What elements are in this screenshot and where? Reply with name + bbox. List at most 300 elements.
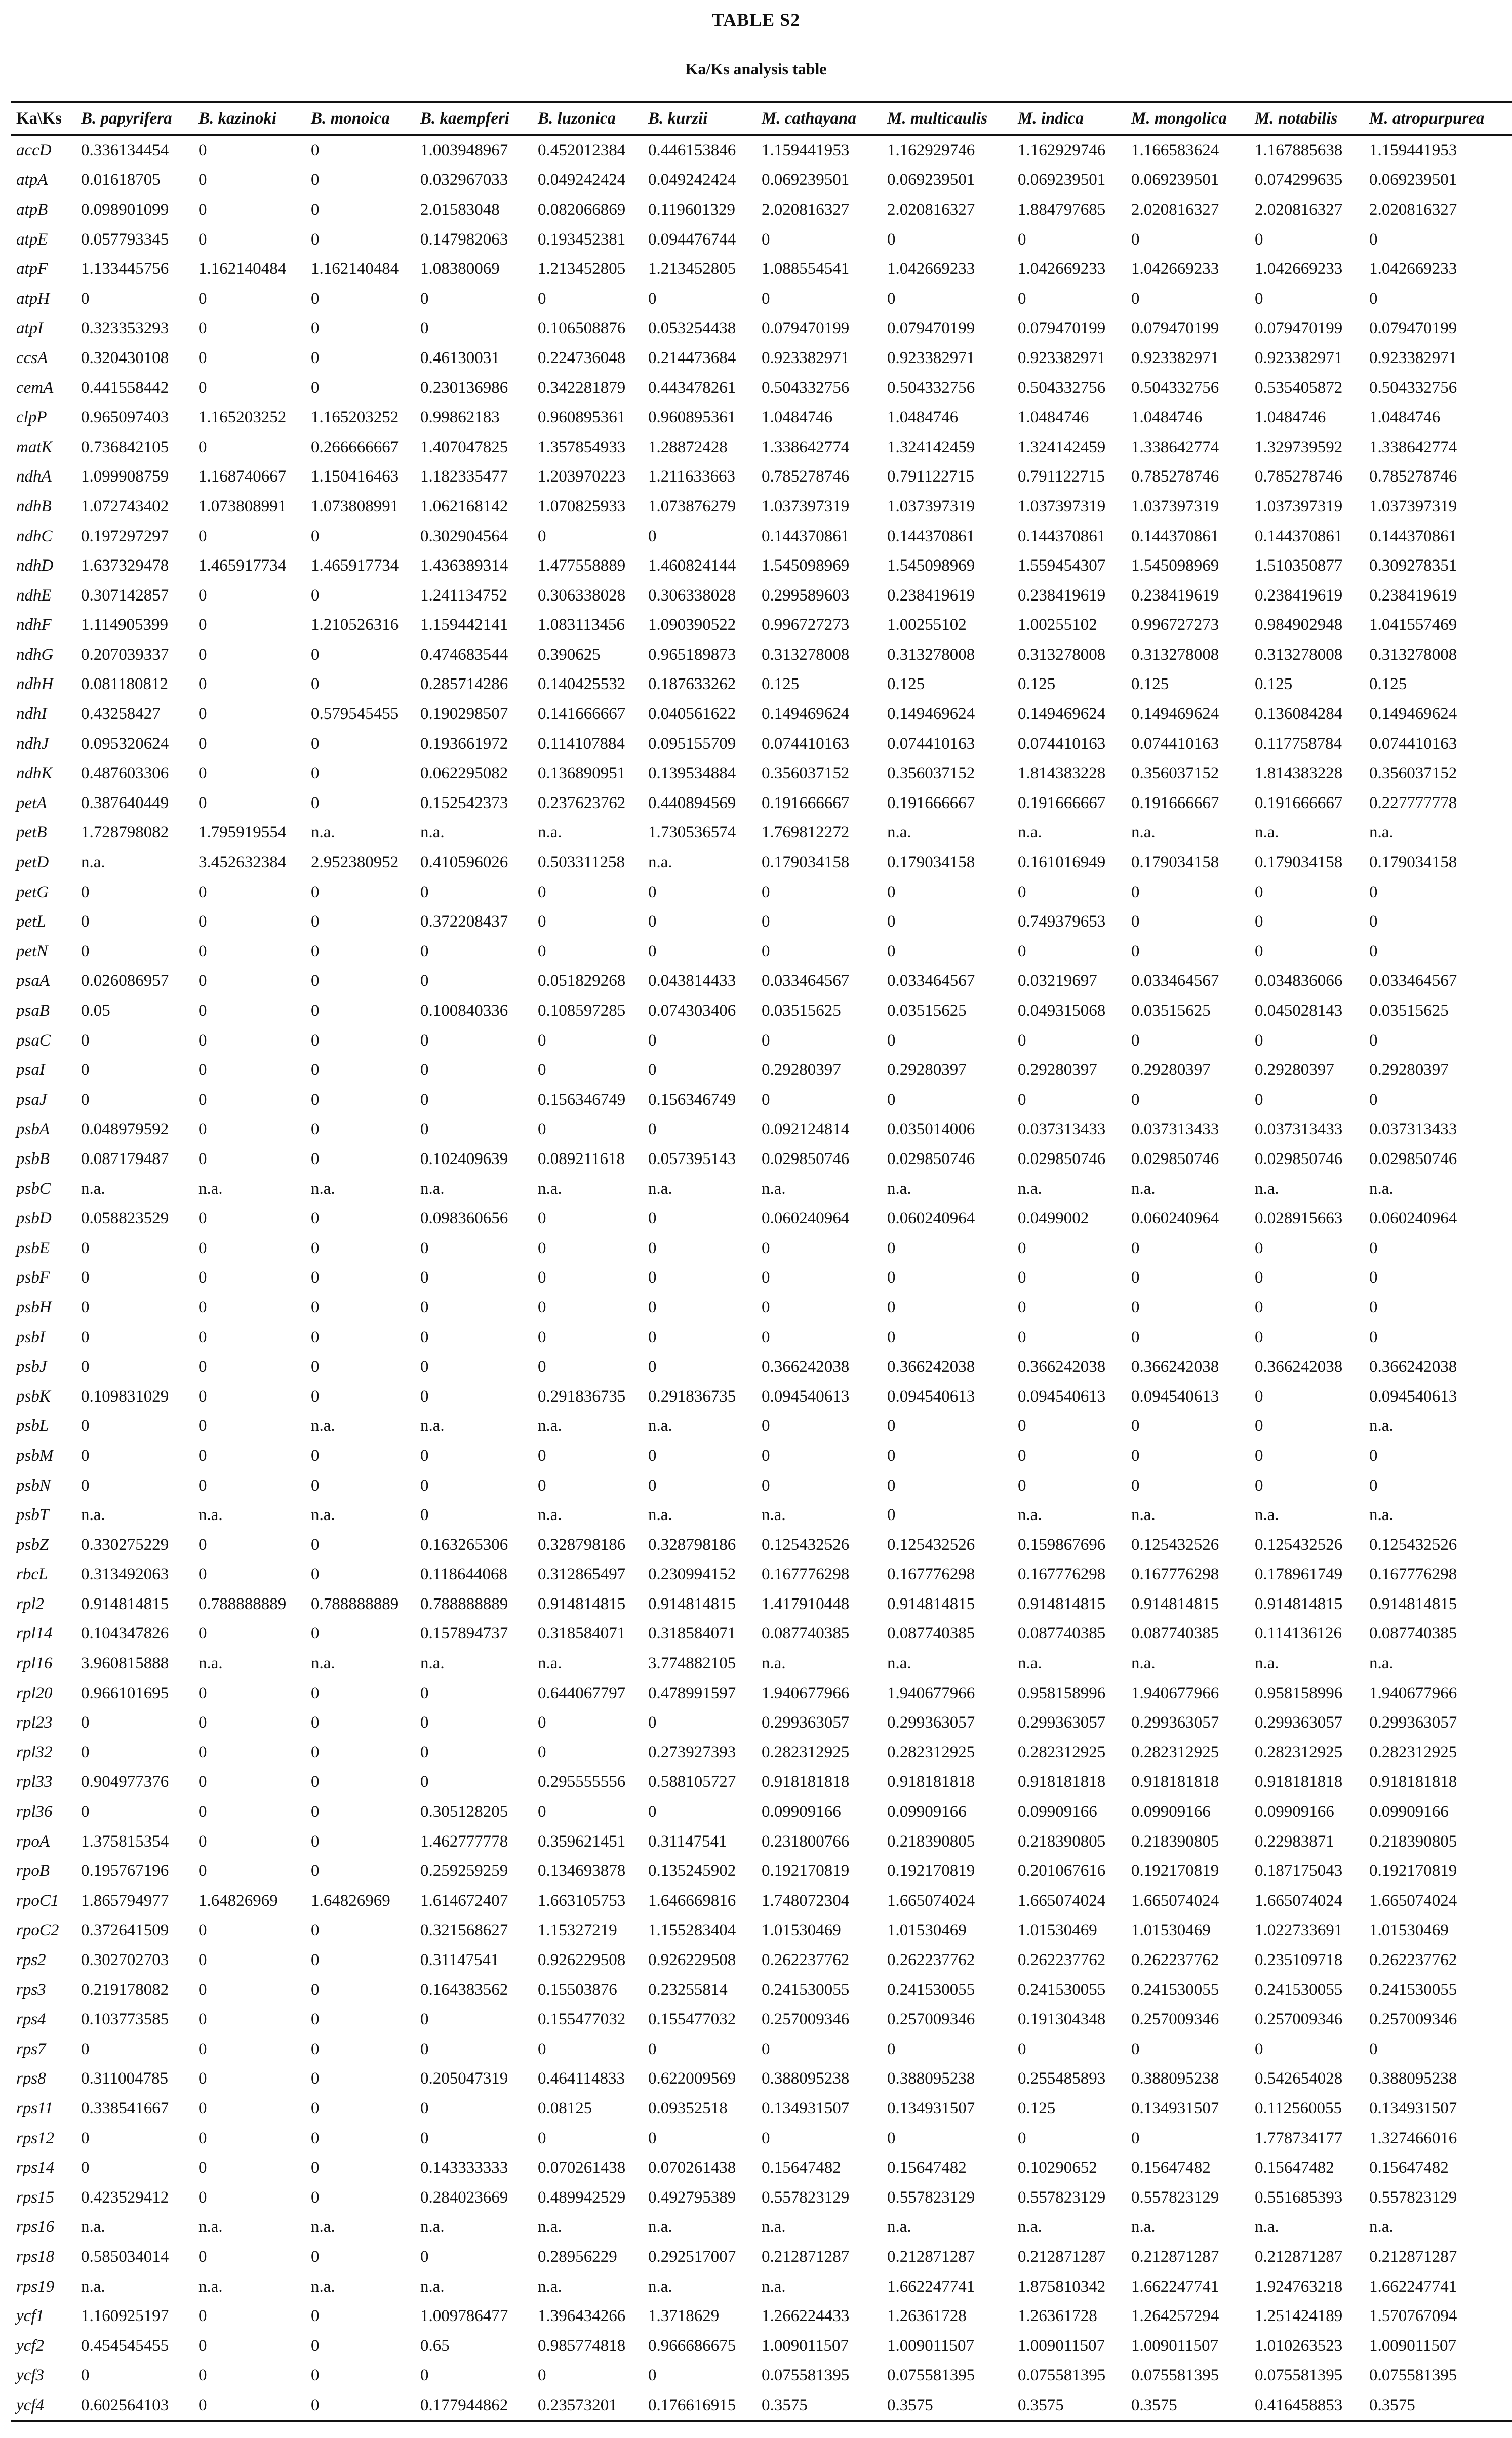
kaks-value-cell: 0.139534884 xyxy=(648,764,736,783)
kaks-value-cell: 0 xyxy=(311,1684,320,1702)
kaks-value-cell: 1.338642774 xyxy=(762,437,850,456)
kaks-value-cell: 0.388095238 xyxy=(762,2069,850,2088)
gene-name-cell: ndhD xyxy=(16,556,54,575)
kaks-value-cell: 0.205047319 xyxy=(420,2069,508,2088)
kaks-value-cell: 0 xyxy=(1369,2040,1378,2058)
kaks-value-cell: 0 xyxy=(420,1268,429,1287)
kaks-value-cell: 0 xyxy=(198,2188,207,2207)
kaks-value-cell: 0 xyxy=(420,2366,429,2385)
kaks-value-cell: 0.09909166 xyxy=(1131,1803,1211,1821)
kaks-value-cell: 0.09909166 xyxy=(1369,1803,1449,1821)
kaks-value-cell: 0 xyxy=(648,1328,657,1346)
kaks-value-cell: 0.152542373 xyxy=(420,793,508,812)
kaks-value-cell: 0.155477032 xyxy=(538,2010,626,2029)
kaks-value-cell: 0 xyxy=(311,1209,320,1228)
kaks-value-cell: 0.359621451 xyxy=(538,1832,626,1851)
kaks-value-cell: n.a. xyxy=(762,2218,786,2236)
kaks-value-cell: 1.009786477 xyxy=(420,2307,508,2326)
kaks-value-cell: 0 xyxy=(1369,1268,1378,1287)
kaks-value-cell: 0.372641509 xyxy=(81,1921,169,1940)
gene-name-cell: psbD xyxy=(16,1209,52,1228)
kaks-value-cell: 0.117758784 xyxy=(1255,734,1342,753)
kaks-value-cell: 1.042669233 xyxy=(1369,260,1457,278)
kaks-value-cell: 0 xyxy=(198,1476,207,1495)
gene-name-cell: psbE xyxy=(16,1238,50,1257)
kaks-value-cell: 0.10290652 xyxy=(1018,2159,1097,2177)
kaks-value-cell: 1.646669816 xyxy=(648,1891,736,1910)
kaks-value-cell: 1.162929746 xyxy=(887,141,975,159)
kaks-value-cell: 1.241134752 xyxy=(420,586,508,605)
kaks-value-cell: n.a. xyxy=(762,1179,786,1198)
table-row xyxy=(11,1412,1512,1442)
kaks-value-cell: n.a. xyxy=(420,2218,445,2236)
kaks-value-cell: 0 xyxy=(198,645,207,664)
gene-name-cell: psbN xyxy=(16,1476,51,1495)
kaks-value-cell: 0 xyxy=(198,378,207,397)
kaks-value-cell: 0.918181818 xyxy=(1131,1773,1219,1791)
kaks-value-cell: 0 xyxy=(81,2040,90,2058)
header-cell-species: M. atropurpurea xyxy=(1364,102,1512,135)
kaks-value-cell: 0.079470199 xyxy=(762,319,850,338)
kaks-value-cell: 0.224736048 xyxy=(538,348,626,367)
kaks-value-cell: 0 xyxy=(311,586,320,605)
kaks-value-cell: 0 xyxy=(1131,1268,1140,1287)
kaks-value-cell: 0 xyxy=(311,200,320,219)
kaks-value-cell: 0 xyxy=(198,1773,207,1791)
gene-name-cell: rpl2 xyxy=(16,1594,45,1613)
table-row xyxy=(11,2094,1512,2124)
kaks-value-cell: 1.662247741 xyxy=(1369,2277,1457,2296)
kaks-value-cell: 0.307142857 xyxy=(81,586,169,605)
kaks-value-cell: 0 xyxy=(311,1803,320,1821)
kaks-value-cell: 0 xyxy=(81,2366,90,2385)
kaks-value-cell: 0.058823529 xyxy=(81,1209,169,1228)
gene-name-cell: rps11 xyxy=(16,2099,53,2117)
kaks-value-cell: 0 xyxy=(311,2040,320,2058)
kaks-value-cell: 0.125432526 xyxy=(1255,1535,1343,1554)
kaks-value-cell: 0 xyxy=(420,2010,429,2029)
kaks-value-cell: 0.441558442 xyxy=(81,378,169,397)
kaks-value-cell: 0 xyxy=(420,1743,429,1762)
kaks-value-cell: 0.410596026 xyxy=(420,853,508,872)
kaks-value-cell: 0.032967033 xyxy=(420,171,508,189)
kaks-value-cell: 0.336134454 xyxy=(81,141,169,159)
table-row xyxy=(11,1856,1512,1886)
table-header xyxy=(11,102,1512,135)
kaks-value-cell: 0 xyxy=(762,1031,770,1050)
kaks-value-cell: 1.884797685 xyxy=(1018,200,1106,219)
table-row xyxy=(11,818,1512,848)
kaks-value-cell: 0.125 xyxy=(1018,675,1056,694)
kaks-value-cell: 0 xyxy=(198,2336,207,2355)
kaks-value-cell: 0.03515625 xyxy=(1369,1002,1449,1020)
kaks-value-cell: 1.133445756 xyxy=(81,260,169,278)
kaks-value-cell: 0 xyxy=(311,289,320,308)
kaks-value-cell: 0.218390805 xyxy=(1018,1832,1106,1851)
kaks-value-cell: 2.952380952 xyxy=(311,853,399,872)
kaks-value-cell: 0 xyxy=(1018,1446,1026,1465)
kaks-value-cell: 0.074410163 xyxy=(762,734,850,753)
table-row xyxy=(11,1471,1512,1501)
table-row xyxy=(11,2005,1512,2034)
gene-name-cell: ycf4 xyxy=(11,2390,76,2421)
kaks-value-cell: 0.075581395 xyxy=(887,2366,975,2385)
gene-name-cell: psbH xyxy=(16,1298,52,1316)
kaks-value-cell: 1.009011507 xyxy=(1018,2336,1105,2355)
kaks-value-cell: 1.665074024 xyxy=(1255,1891,1343,1910)
kaks-value-cell: 1.614672407 xyxy=(420,1891,508,1910)
kaks-value-cell: 0 xyxy=(311,1951,320,1970)
kaks-value-cell: 0 xyxy=(1131,2040,1140,2058)
kaks-value-cell: 0 xyxy=(1255,1268,1263,1287)
kaks-value-cell: 0 xyxy=(81,1298,90,1316)
kaks-value-cell: 0.087740385 xyxy=(1131,1624,1219,1643)
kaks-value-cell: 0.163265306 xyxy=(420,1535,508,1554)
kaks-value-cell: 0.585034014 xyxy=(81,2247,169,2266)
kaks-value-cell: 0.492795389 xyxy=(648,2188,736,2207)
table-row xyxy=(11,1026,1512,1056)
kaks-value-cell: 2.020816327 xyxy=(887,200,975,219)
table-row xyxy=(11,551,1512,581)
kaks-value-cell: 0.356037152 xyxy=(1131,764,1219,783)
kaks-value-cell: 0.241530055 xyxy=(1255,1980,1343,1999)
kaks-value-cell: 0.366242038 xyxy=(1369,1357,1457,1376)
kaks-value-cell: 0 xyxy=(198,793,207,812)
kaks-value-cell: 1.162929746 xyxy=(1018,141,1106,159)
kaks-value-cell: 0.390625 xyxy=(538,645,601,664)
kaks-value-cell: 1.088554541 xyxy=(762,260,850,278)
kaks-value-cell: n.a. xyxy=(1131,1506,1156,1525)
kaks-value-cell: 0 xyxy=(311,912,320,931)
kaks-value-cell: 1.00255102 xyxy=(887,616,967,634)
kaks-value-cell: 0.996727273 xyxy=(762,616,850,634)
kaks-value-cell: 0.070261438 xyxy=(648,2159,736,2177)
kaks-value-cell: 0.144370861 xyxy=(1131,527,1219,545)
kaks-value-cell: 0 xyxy=(1255,230,1263,249)
kaks-value-cell: 0.212871287 xyxy=(1255,2247,1343,2266)
kaks-value-cell: 1.940677966 xyxy=(1369,1684,1457,1702)
kaks-value-cell: 1.940677966 xyxy=(1131,1684,1219,1702)
table-row xyxy=(11,758,1512,788)
gene-name-cell: ndhI xyxy=(16,705,47,724)
kaks-value-cell: 0.192170819 xyxy=(1131,1862,1219,1881)
kaks-value-cell: 0.094476744 xyxy=(648,230,736,249)
header-cell-species: B. papyrifera xyxy=(76,102,193,135)
kaks-value-cell: 1.150416463 xyxy=(311,467,399,486)
kaks-value-cell: 0.069239501 xyxy=(1131,171,1219,189)
kaks-value-cell: 0 xyxy=(81,1357,90,1376)
kaks-value-cell: 0 xyxy=(198,942,207,961)
kaks-value-cell: 1.037397319 xyxy=(887,497,975,515)
kaks-value-cell: 0 xyxy=(1131,1090,1140,1109)
kaks-value-cell: 0.318584071 xyxy=(648,1624,736,1643)
kaks-value-cell: 0.285714286 xyxy=(420,675,508,694)
kaks-value-cell: 0.311004785 xyxy=(81,2069,169,2088)
kaks-value-cell: 0 xyxy=(538,527,546,545)
kaks-value-cell: 0 xyxy=(648,1238,657,1257)
gene-name-cell: atpI xyxy=(16,319,44,338)
kaks-value-cell: n.a. xyxy=(311,1654,335,1673)
kaks-value-cell: 0.918181818 xyxy=(1255,1773,1343,1791)
kaks-value-cell: 0.372208437 xyxy=(420,912,508,931)
kaks-value-cell: 1.01530469 xyxy=(887,1921,967,1940)
kaks-value-cell: 0 xyxy=(198,1120,207,1139)
kaks-value-cell: 0.478991597 xyxy=(648,1684,736,1702)
kaks-value-cell: 0 xyxy=(311,1565,320,1584)
gene-name-cell: petN xyxy=(16,942,48,961)
kaks-value-cell: 0.262237762 xyxy=(1018,1951,1106,1970)
kaks-value-cell: n.a. xyxy=(81,853,105,872)
table-row xyxy=(11,1174,1512,1204)
kaks-value-cell: 0.416458853 xyxy=(1250,2390,1364,2421)
kaks-value-cell: 0 xyxy=(311,1921,320,1940)
kaks-value-cell: 0.306338028 xyxy=(648,586,736,605)
kaks-value-cell: 0.791122715 xyxy=(887,467,975,486)
kaks-value-cell: 0 xyxy=(81,1743,90,1762)
kaks-value-cell: 0.034836066 xyxy=(1255,972,1343,990)
gene-name-cell: atpF xyxy=(16,260,48,278)
kaks-value-cell: 0 xyxy=(420,1506,429,1525)
gene-name-cell: psbA xyxy=(16,1120,50,1139)
kaks-value-cell: 0 xyxy=(420,1061,429,1080)
kaks-value-cell: n.a. xyxy=(1369,1506,1394,1525)
kaks-value-cell: 0.551685393 xyxy=(1255,2188,1343,2207)
kaks-value-cell: 0 xyxy=(538,883,546,901)
kaks-value-cell: n.a. xyxy=(538,1417,562,1435)
kaks-value-cell: 0.037313433 xyxy=(1131,1120,1219,1139)
kaks-value-cell: 1.64826969 xyxy=(311,1891,390,1910)
kaks-value-cell: 0 xyxy=(1131,1031,1140,1050)
table-row xyxy=(11,937,1512,967)
kaks-value-cell: n.a. xyxy=(81,2218,105,2236)
kaks-value-cell: 0 xyxy=(81,1328,90,1346)
gene-name-cell: ndhK xyxy=(16,764,53,783)
kaks-value-cell: 1.0484746 xyxy=(1131,408,1203,427)
kaks-value-cell: 2.020816327 xyxy=(762,200,850,219)
kaks-value-cell: n.a. xyxy=(887,823,911,842)
kaks-value-cell: 0 xyxy=(311,319,320,338)
kaks-value-cell: 1.01530469 xyxy=(762,1921,841,1940)
table-row xyxy=(11,699,1512,729)
kaks-value-cell: 1.042669233 xyxy=(1018,260,1106,278)
kaks-value-cell: 1.665074024 xyxy=(887,1891,975,1910)
kaks-value-cell: 1.155283404 xyxy=(648,1921,736,1940)
kaks-value-cell: 0.299363057 xyxy=(762,1713,850,1732)
kaks-value-cell: 0.157894737 xyxy=(420,1624,508,1643)
gene-name-cell: rpl36 xyxy=(16,1803,53,1821)
kaks-value-cell: 0.309278351 xyxy=(1369,556,1457,575)
kaks-value-cell: 0.241530055 xyxy=(1018,1980,1106,1999)
kaks-value-cell: 0 xyxy=(198,1713,207,1732)
kaks-value-cell: 0 xyxy=(1369,289,1378,308)
table-row xyxy=(11,1916,1512,1946)
kaks-value-cell: 0 xyxy=(198,972,207,990)
kaks-value-cell: 0.504332756 xyxy=(1018,378,1106,397)
gene-name-cell: ndhB xyxy=(16,497,52,515)
kaks-value-cell: 1.795919554 xyxy=(198,823,287,842)
kaks-value-cell: n.a. xyxy=(1131,1654,1156,1673)
kaks-value-cell: 0.218390805 xyxy=(1131,1832,1219,1851)
kaks-value-cell: 0.164383562 xyxy=(420,1980,508,1999)
kaks-value-cell: 0.095320624 xyxy=(81,734,169,753)
kaks-value-cell: 0 xyxy=(420,1387,429,1406)
kaks-value-cell: 0.313278008 xyxy=(1369,645,1457,664)
kaks-value-cell: 0.134693878 xyxy=(538,1862,626,1881)
kaks-value-cell: 0 xyxy=(762,1238,770,1257)
kaks-value-cell: 0.31147541 xyxy=(648,1832,727,1851)
kaks-value-cell: 0.147982063 xyxy=(420,230,508,249)
kaks-value-cell: 0.079470199 xyxy=(1255,319,1343,338)
kaks-value-cell: 0.231800766 xyxy=(762,1832,850,1851)
table-body xyxy=(11,135,1512,2421)
kaks-table xyxy=(11,101,1512,2422)
kaks-value-cell: 0 xyxy=(887,2129,896,2147)
kaks-value-cell: 0 xyxy=(1369,1476,1378,1495)
kaks-value-cell: 0.075581395 xyxy=(1255,2366,1343,2385)
kaks-value-cell: n.a. xyxy=(762,1506,786,1525)
kaks-value-cell: 0.15647482 xyxy=(762,2159,841,2177)
kaks-value-cell: 0.788888889 xyxy=(420,1594,508,1613)
table-row xyxy=(11,166,1512,195)
kaks-value-cell: 1.070825933 xyxy=(538,497,626,515)
kaks-value-cell: 0 xyxy=(420,2040,429,2058)
kaks-value-cell: 0.914814815 xyxy=(1018,1594,1106,1613)
kaks-value-cell: 1.665074024 xyxy=(1131,1891,1219,1910)
kaks-value-cell: 1.462777778 xyxy=(420,1832,508,1851)
kaks-value-cell: 0.087740385 xyxy=(887,1624,975,1643)
kaks-value-cell: n.a. xyxy=(1018,823,1042,842)
kaks-value-cell: 0 xyxy=(1018,1031,1026,1050)
kaks-value-cell: 0 xyxy=(198,2069,207,2088)
kaks-value-cell: 0.23255814 xyxy=(648,1980,728,1999)
kaks-value-cell: 0.079470199 xyxy=(887,319,975,338)
kaks-value-cell: 0.273927393 xyxy=(648,1743,736,1762)
kaks-value-cell: 0 xyxy=(1255,1328,1263,1346)
kaks-value-cell: 0 xyxy=(311,2188,320,2207)
kaks-value-cell: 0 xyxy=(648,1803,657,1821)
kaks-value-cell: 0.984902948 xyxy=(1255,616,1343,634)
kaks-value-cell: 0 xyxy=(1018,1090,1026,1109)
kaks-value-cell: 0 xyxy=(311,2010,320,2029)
kaks-value-cell: 1.073876279 xyxy=(648,497,736,515)
table-row xyxy=(11,1560,1512,1590)
kaks-value-cell: 0 xyxy=(198,2366,207,2385)
table-row xyxy=(11,1500,1512,1530)
kaks-value-cell: 0.192170819 xyxy=(762,1862,850,1881)
table-row xyxy=(11,2272,1512,2302)
kaks-value-cell: 3.452632384 xyxy=(198,853,287,872)
kaks-value-cell: 0.15647482 xyxy=(1369,2159,1449,2177)
kaks-value-cell: 1.041557469 xyxy=(1369,616,1457,634)
gene-name-cell: ndhC xyxy=(16,527,53,545)
kaks-value-cell: 0 xyxy=(1369,1238,1378,1257)
kaks-value-cell: 0 xyxy=(1131,1446,1140,1465)
kaks-value-cell: 0.03515625 xyxy=(887,1002,967,1020)
kaks-value-cell: n.a. xyxy=(311,1417,335,1435)
gene-name-cell: petA xyxy=(16,793,47,812)
kaks-value-cell: 0 xyxy=(538,1328,546,1346)
kaks-value-cell: 0.238419619 xyxy=(1131,586,1219,605)
kaks-value-cell: 0.037313433 xyxy=(1369,1120,1457,1139)
table-row xyxy=(11,1204,1512,1233)
kaks-value-cell: 1.0484746 xyxy=(1018,408,1089,427)
kaks-value-cell: 0.282312925 xyxy=(1018,1743,1106,1762)
kaks-value-cell: 1.324142459 xyxy=(887,437,975,456)
kaks-value-cell: 0.914814815 xyxy=(81,1594,169,1613)
kaks-value-cell: 0 xyxy=(420,2099,429,2117)
kaks-value-cell: 1.465917734 xyxy=(198,556,287,575)
kaks-value-cell: 0.284023669 xyxy=(420,2188,508,2207)
kaks-value-cell: 0.074410163 xyxy=(1369,734,1457,753)
kaks-value-cell: 0.074303406 xyxy=(648,1002,736,1020)
kaks-value-cell: 0 xyxy=(198,705,207,724)
kaks-value-cell: 0 xyxy=(1018,1268,1026,1287)
kaks-value-cell: 1.009011507 xyxy=(1131,2336,1219,2355)
kaks-value-cell: 1.559454307 xyxy=(1018,556,1106,575)
kaks-value-cell: 1.875810342 xyxy=(1018,2277,1106,2296)
kaks-value-cell: 0 xyxy=(198,1684,207,1702)
kaks-value-cell: 0 xyxy=(538,1476,546,1495)
kaks-value-cell: 0.049242424 xyxy=(648,171,736,189)
kaks-value-cell: 0 xyxy=(538,2040,546,2058)
kaks-value-cell: 0 xyxy=(420,972,429,990)
kaks-value-cell: 0.218390805 xyxy=(1369,1832,1457,1851)
table-row xyxy=(11,522,1512,551)
kaks-value-cell: 0.125 xyxy=(762,675,800,694)
kaks-value-cell: 0 xyxy=(420,289,429,308)
kaks-value-cell: 0.03515625 xyxy=(762,1002,841,1020)
kaks-value-cell: 1.417910448 xyxy=(762,1594,850,1613)
kaks-value-cell: 0 xyxy=(311,1624,320,1643)
kaks-value-cell: 0.785278746 xyxy=(1369,467,1457,486)
gene-name-cell: rpl14 xyxy=(16,1624,53,1643)
kaks-value-cell: n.a. xyxy=(648,2277,672,2296)
kaks-value-cell: 0 xyxy=(198,1951,207,1970)
kaks-value-cell: 0.622009569 xyxy=(648,2069,736,2088)
gene-name-cell: petD xyxy=(16,853,49,872)
kaks-value-cell: 1.203970223 xyxy=(538,467,626,486)
kaks-value-cell: 0.302702703 xyxy=(81,1951,169,1970)
kaks-value-cell: 0.191666667 xyxy=(1131,793,1219,812)
kaks-value-cell: 0.075581395 xyxy=(1018,2366,1106,2385)
kaks-value-cell: n.a. xyxy=(420,823,445,842)
kaks-value-cell: 0 xyxy=(887,1446,896,1465)
kaks-value-cell: 0 xyxy=(311,1298,320,1316)
kaks-value-cell: 0 xyxy=(198,2159,207,2177)
table-row xyxy=(11,1293,1512,1323)
kaks-value-cell: n.a. xyxy=(1369,823,1394,842)
kaks-value-cell: 0.29280397 xyxy=(887,1061,967,1080)
kaks-value-cell: 0 xyxy=(887,942,896,961)
kaks-value-cell: 0.037313433 xyxy=(1018,1120,1106,1139)
kaks-value-cell: 0.736842105 xyxy=(81,437,169,456)
table-row xyxy=(11,2183,1512,2213)
kaks-value-cell: 0.914814815 xyxy=(887,1594,975,1613)
kaks-value-cell: 1.814383228 xyxy=(1018,764,1106,783)
kaks-value-cell: 0 xyxy=(887,1417,896,1435)
kaks-value-cell: 0.167776298 xyxy=(1369,1565,1457,1584)
gene-name-cell: rpoC2 xyxy=(16,1921,59,1940)
kaks-value-cell: n.a. xyxy=(538,1506,562,1525)
kaks-value-cell: 0.302904564 xyxy=(420,527,508,545)
kaks-value-cell: 0 xyxy=(311,2129,320,2147)
kaks-value-cell: 0.960895361 xyxy=(538,408,626,427)
kaks-value-cell: 0 xyxy=(648,1120,657,1139)
kaks-value-cell: 0 xyxy=(198,734,207,753)
table-row xyxy=(11,1708,1512,1738)
kaks-value-cell: 1.0484746 xyxy=(762,408,833,427)
kaks-value-cell: 0 xyxy=(1369,1090,1378,1109)
